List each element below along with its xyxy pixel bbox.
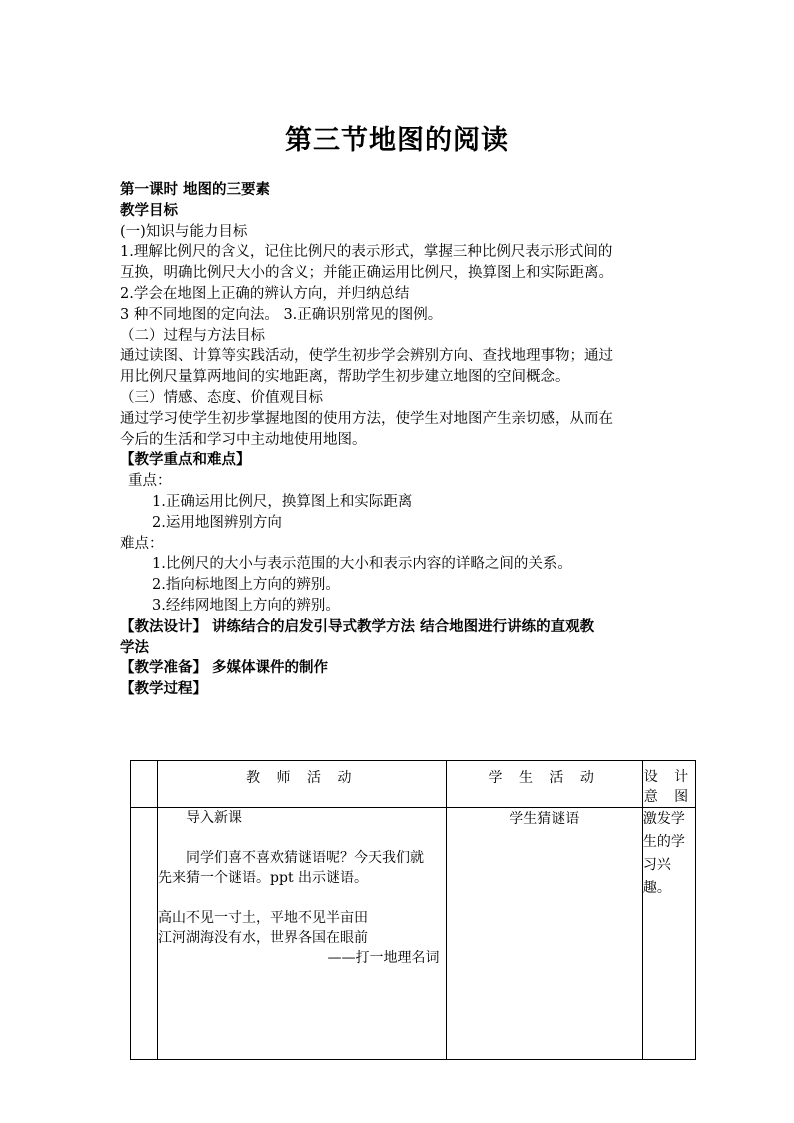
section-heading-method: 【教法设计】 讲练结合的启发引导式教学方法 结合地图进行讲练的直观教 <box>120 617 595 635</box>
student-activity-cell: 学生猜谜语 <box>446 808 642 1060</box>
table-header-empty <box>131 761 158 808</box>
design-intent-cell: 激发学生的学习兴趣。 <box>642 808 695 1060</box>
paragraph-line: 通过学习使学生初步掌握地图的使用方法，使学生对地图产生亲切感，从而在 <box>120 410 613 427</box>
lesson-period: 第一课时 地图的三要素 <box>120 181 271 198</box>
section-heading-objectives: 教学目标 <box>120 201 178 219</box>
section-heading-method-cont: 学法 <box>120 638 149 656</box>
subheading-knowledge: (一)知识与能力目标 <box>120 223 248 240</box>
keypoint-item: 1.正确运用比例尺，换算图上和实际距离 <box>152 493 413 510</box>
section-heading-process: 【教学过程】 <box>120 680 207 698</box>
keypoint-item: 2.运用地图辨别方向 <box>152 514 282 531</box>
paragraph-line: 3 种不同地图的定向法。 3.正确识别常见的图例。 <box>120 306 443 323</box>
keypoints-label: 重点： <box>128 473 172 490</box>
riddle-line: 江河湖海没有水，世界各国在眼前 <box>158 930 369 946</box>
table-header-row <box>131 761 696 808</box>
teacher-activity-cell <box>158 808 447 1060</box>
table-header-intent: 设 计 意 图 <box>642 761 695 808</box>
subheading-attitude: （三）情感、态度、价值观目标 <box>120 389 323 406</box>
paragraph-line: 互换，明确比例尺大小的含义；并能正确运用比例尺，换算图上和实际距离。 <box>120 265 613 282</box>
teacher-paragraph-cont: 先来猜一个谜语。ppt 出示谜语。 <box>158 870 369 886</box>
paragraph-line: 今后的生活和学习中主动地使用地图。 <box>120 431 367 448</box>
riddle-line: 高山不见一寸土，平地不见半亩田 <box>158 910 369 926</box>
section-heading-keypoints: 【教学重点和难点】 <box>120 451 251 469</box>
difficulties-label: 难点： <box>120 535 164 552</box>
difficulty-item: 3.经纬网地图上方向的辨别。 <box>152 597 340 614</box>
subheading-process: （二）过程与方法目标 <box>120 327 265 344</box>
teacher-heading: 导入新课 <box>186 810 243 826</box>
table-cell-empty <box>131 808 158 1060</box>
document-title: 第三节地图的阅读 <box>285 125 509 156</box>
difficulty-item: 1.比例尺的大小与表示范围的大小和表示内容的详略之间的关系。 <box>152 556 572 573</box>
paragraph-line: 2.学会在地图上正确的辨认方向，并归纳总结 <box>120 285 410 302</box>
paragraph-line: 通过读图、计算等实践活动，使学生初步学会辨别方向、查找地理事物；通过 <box>120 348 613 365</box>
teaching-process-table <box>130 760 696 1060</box>
lesson-plan-body <box>120 180 690 700</box>
section-heading-preparation: 【教学准备】 多媒体课件的制作 <box>120 659 329 677</box>
teacher-paragraph: 同学们喜不喜欢猜谜语呢？今天我们就 <box>186 850 425 866</box>
table-header-teacher: 教 师 活 动 <box>158 761 447 808</box>
paragraph-line: 用比例尺量算两地间的实地距离，帮助学生初步建立地图的空间概念。 <box>120 369 570 386</box>
table-header-student: 学 生 活 动 <box>446 761 642 808</box>
paragraph-line: 1.理解比例尺的含义，记住比例尺的表示形式，掌握三种比例尺表示形式间的 <box>120 244 613 261</box>
riddle-hint: ——打一地理名词 <box>327 950 440 966</box>
difficulty-item: 2.指向标地图上方向的辨别。 <box>152 577 340 594</box>
table-row <box>131 808 696 1060</box>
